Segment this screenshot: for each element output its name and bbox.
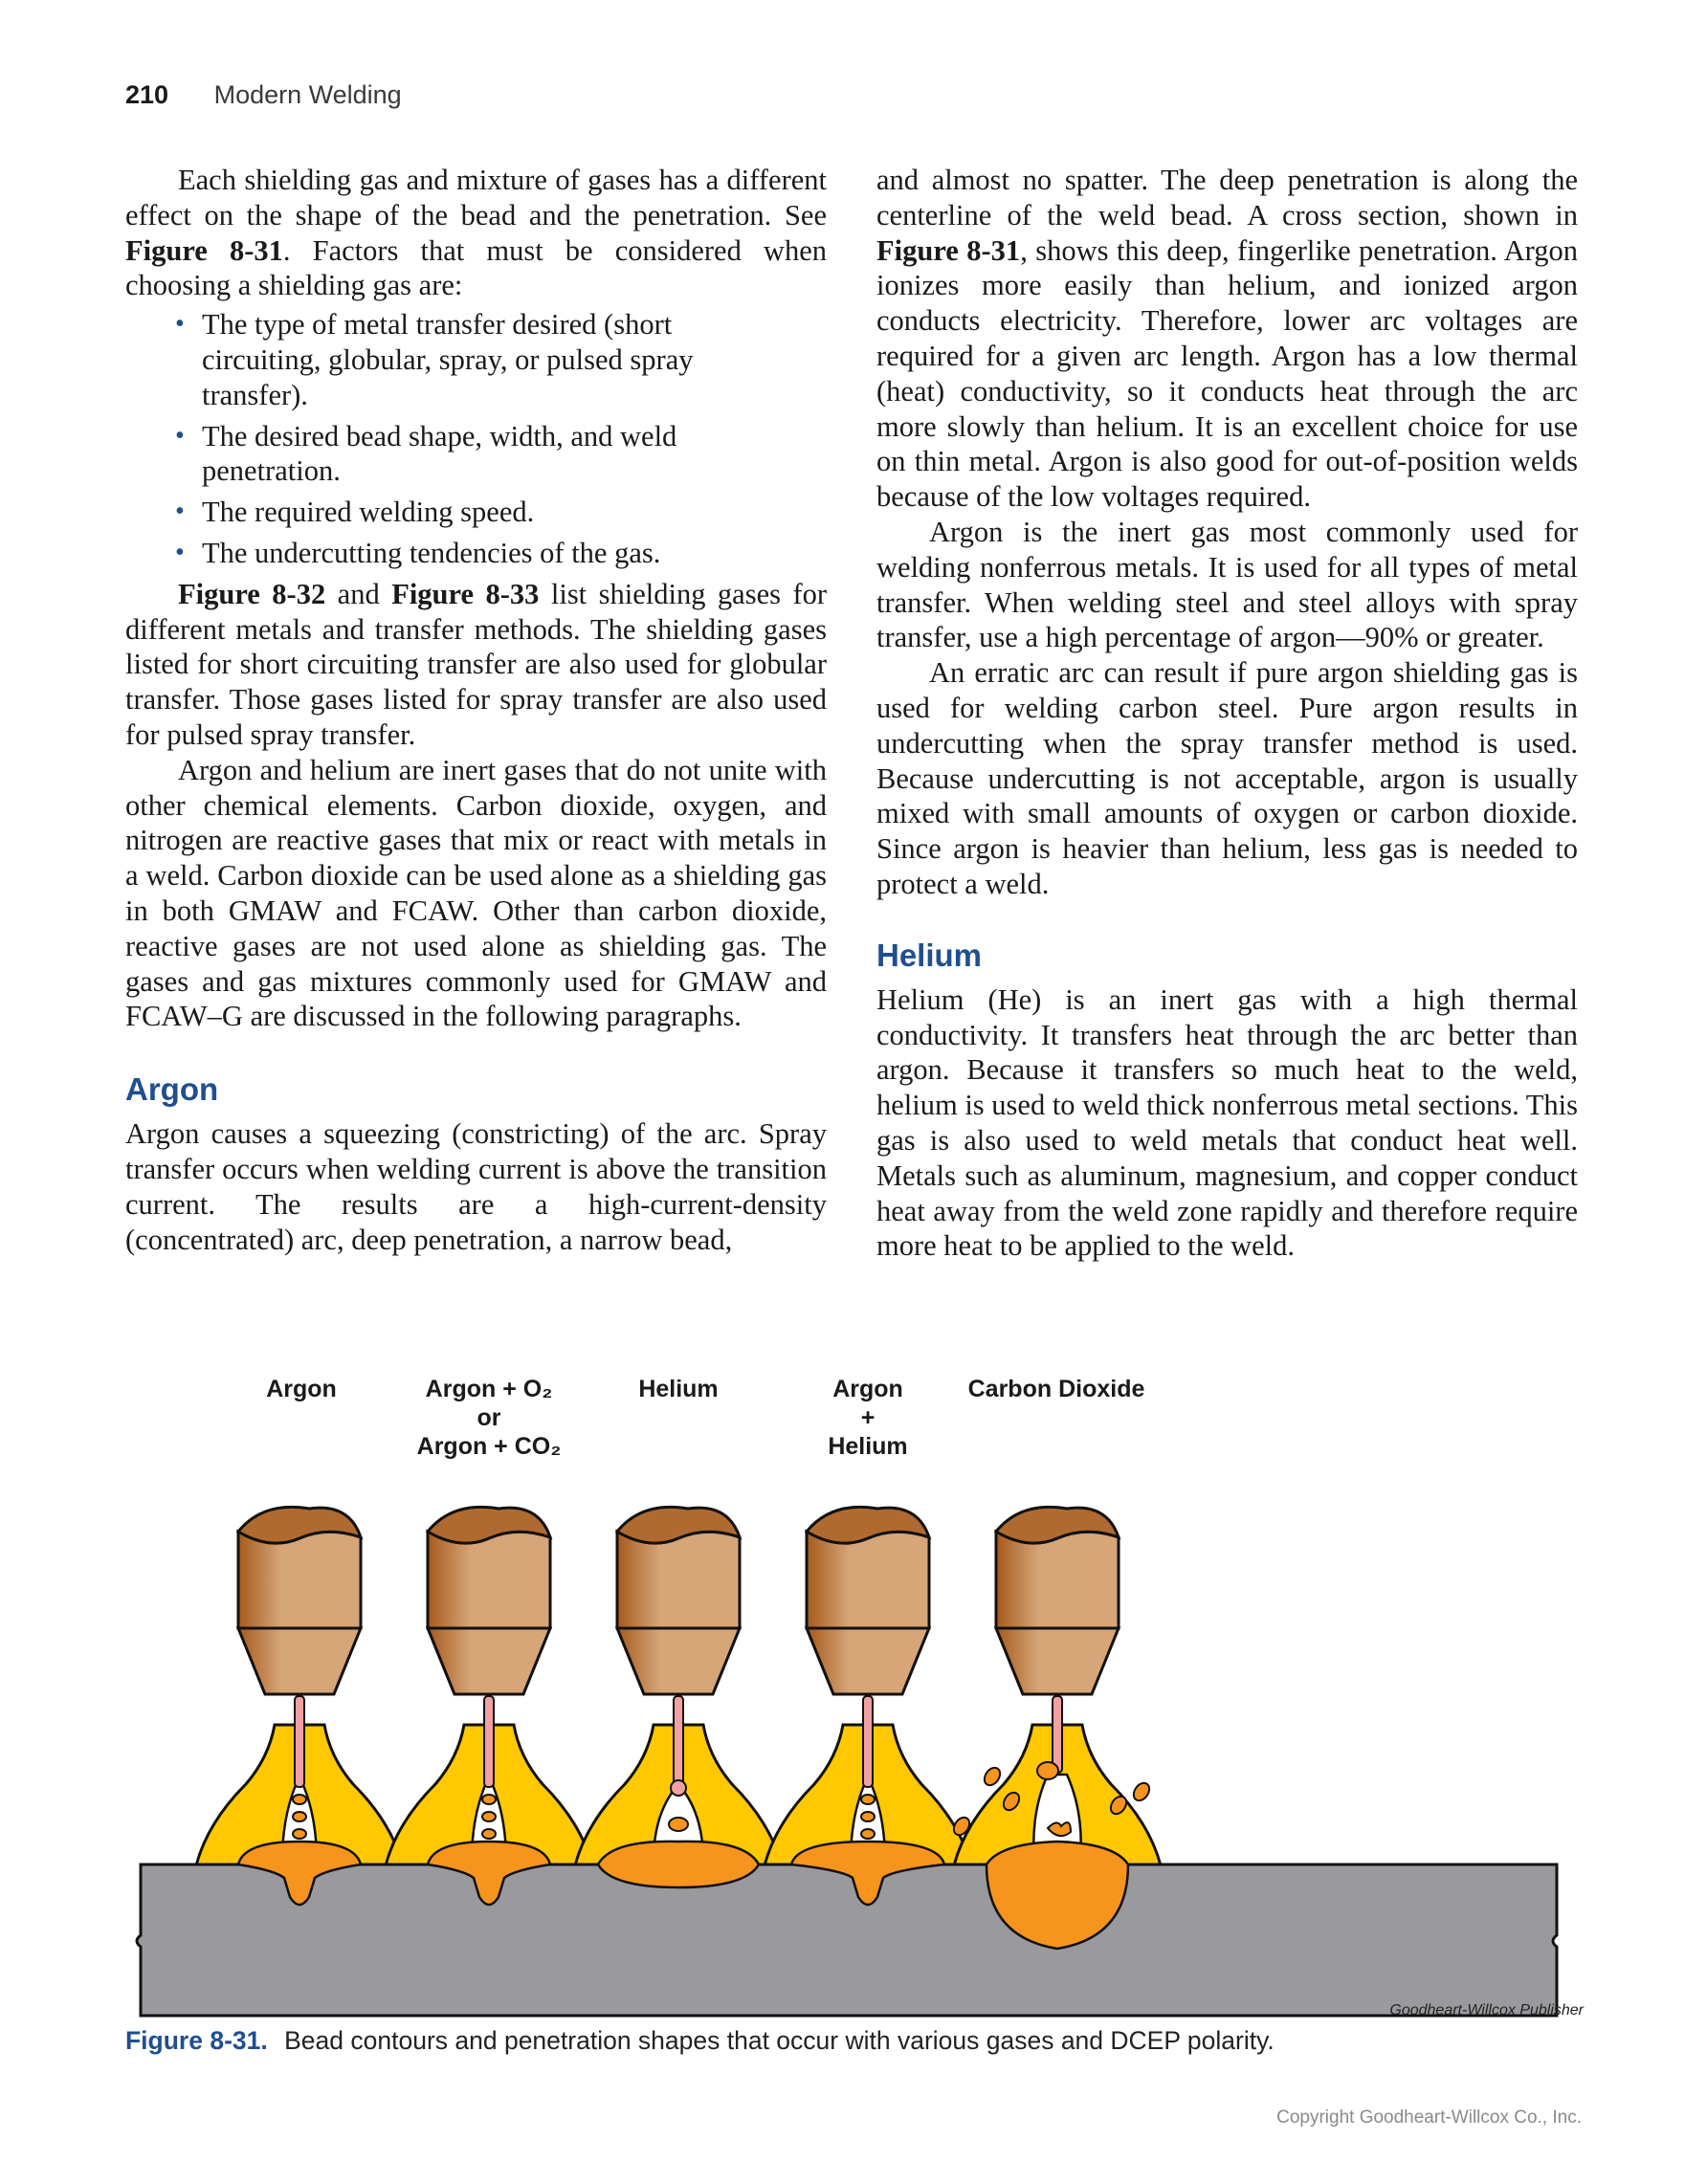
gas-nozzle: [428, 1532, 550, 1628]
gas-nozzle: [617, 1532, 740, 1628]
figure-reference: Figure 8-33: [391, 577, 540, 610]
copyright-notice: Copyright Goodheart-Willcox Co., Inc.: [1276, 2107, 1582, 2128]
paragraph: Argon causes a squeezing (constricting) of the arc. Spray transfer occurs when welding current is above the transition current. The results are a high-current-density (concentrated) arc, deep penetration, a narrow bead,: [125, 1117, 827, 1256]
paragraph: and almost no spatter. The deep penetration is along the centerline of the weld bead. A cross section, shown in Figure 8-31, shows this deep, fingerlike penetration. Argon ionizes more easily than helium, and ionized argon conducts electricity. Therefore, lower arc voltages are required for a given arc length. Argon has a low thermal (heat) conductivity, so it conducts heat through the arc more slowly than helium. It is an excellent choice for use on thin metal. Argon is also good for out-of-position welds because of the low voltages required.: [876, 164, 1579, 514]
paragraph: Each shielding gas and mixture of gases has a different effect on the shape of the bead and the penetration. See Figure 8-31. Factors that must be considered when choosing a shielding gas are:: [125, 164, 827, 302]
gas-label-helium: Helium: [638, 1376, 719, 1402]
contact-tip: [807, 1628, 929, 1694]
base-metal-plate: [137, 1864, 1557, 2016]
book-title: Modern Welding: [213, 80, 402, 109]
metal-droplet: [669, 1818, 688, 1831]
caption-text: Bead contours and penetration shapes that occur with various gases and DCEP polarity.: [284, 2026, 1275, 2055]
paragraph: Argon is the inert gas most commonly used for welding nonferrous metals. It is used for all types of metal transfer. When welding steel and steel alloys with spray transfer, use a high percentage of argon—90% or greater.: [876, 515, 1578, 654]
bullet-item: • The type of metal transfer desired (short circuiting, globular, spray, or pulsed spray transfer).: [202, 307, 827, 412]
weld-bead-helium: [598, 1842, 759, 1887]
paragraph: Argon and helium are inert gases that do not unite with other chemical elements. Carbon dioxide, oxygen, and nitrogen are reactive gases that mix or react with metals in a weld. Carbon dioxide can be used alone as a shielding gas in both GMAW and FCAW. Other than carbon dioxide, reactive gases are not used alone as shielding gas. The gases and gas mixtures commonly used for GMAW and FCAW–G are discussed in the following paragraphs.: [125, 753, 827, 1033]
section-heading-helium: Helium: [876, 937, 983, 973]
figure-reference: Figure 8-31: [876, 233, 1021, 267]
gas-label-argon-helium: Argon + Helium: [828, 1376, 908, 1460]
caption-figure-number: Figure 8-31.: [125, 2026, 268, 2055]
metal-droplet: [482, 1812, 496, 1821]
electrode-wire: [484, 1696, 494, 1787]
metal-droplet: [861, 1812, 875, 1821]
torch-co2: [951, 1507, 1161, 1865]
electrode-wire: [295, 1696, 304, 1787]
page-number: 210: [125, 80, 169, 109]
torch-argon-helium: [765, 1507, 971, 1865]
metal-droplet: [1037, 1762, 1058, 1779]
bullet-list: [125, 307, 827, 571]
section-heading-argon: Argon: [125, 1071, 219, 1108]
figure-reference: Figure 8-32: [178, 577, 326, 610]
metal-droplet: [293, 1812, 306, 1821]
contact-tip: [617, 1628, 740, 1694]
metal-droplet: [861, 1795, 875, 1804]
torch-argon: [196, 1507, 403, 1865]
gas-nozzle: [996, 1532, 1119, 1628]
gas-label-argon: Argon: [266, 1376, 337, 1402]
figure-credit: Goodheart-Willcox Publisher: [1389, 2002, 1584, 2019]
right-column: [876, 163, 1578, 1264]
paragraph: An erratic arc can result if pure argon shielding gas is used for welding carbon steel. Pure argon results in undercutting when the spray transfer method is used. Because undercutting is not acceptable, argon is usually mixed with small amounts of oxygen or carbon dioxide. Since argon is heavier than helium, less gas is needed to protect a weld.: [876, 656, 1578, 900]
figure-caption: [125, 2026, 1275, 2056]
paragraph: Figure 8-32 and Figure 8-33 list shielding gases for different metals and transfer methods. The shielding gases listed for short circuiting transfer are also used for globular transfer. Those gases listed for spray transfer are also used for pulsed spray transfer.: [125, 577, 828, 751]
torch-argon-o2-co2: [386, 1507, 592, 1865]
gas-nozzle: [238, 1532, 361, 1628]
electrode-wire: [1053, 1696, 1062, 1773]
gas-nozzle: [807, 1532, 929, 1628]
bullet-item: • The required welding speed.: [202, 495, 827, 530]
contact-tip: [996, 1628, 1119, 1694]
contact-tip: [238, 1628, 361, 1694]
spatter-droplet: [1131, 1780, 1153, 1803]
contact-tip: [428, 1628, 550, 1694]
left-column: [125, 163, 827, 1257]
figure-8-31: [125, 1363, 1584, 2023]
gas-label-carbon-dioxide: Carbon Dioxide: [967, 1376, 1145, 1402]
figure-reference: Figure 8-31: [125, 233, 283, 267]
metal-droplet: [861, 1829, 875, 1839]
metal-droplet: [482, 1795, 496, 1804]
paragraph: Helium (He) is an inert gas with a high thermal conductivity. It transfers heat through the arc better than argon. Because it transfers so much heat to the weld, helium is used to weld thick nonferrous metal sections. This gas is also used to weld metals that conduct heat well. Metals such as aluminum, magnesium, and copper conduct heat away from the weld zone rapidly and therefore require more heat to be applied to the weld.: [876, 982, 1579, 1263]
metal-droplet: [482, 1829, 496, 1839]
spatter-droplet: [982, 1765, 1004, 1788]
torch-helium: [575, 1507, 782, 1865]
electrode-tip: [671, 1780, 686, 1796]
bullet-item: • The undercutting tendencies of the gas.: [202, 536, 827, 571]
bullet-item: • The desired bead shape, width, and weld penetration.: [202, 419, 827, 490]
metal-droplet: [293, 1829, 306, 1839]
gas-label-argon-o2-or-co2: Argon + O₂ or Argon + CO₂: [416, 1376, 562, 1460]
electrode-wire: [863, 1696, 873, 1787]
page-header: [125, 80, 402, 110]
electrode-wire: [674, 1696, 683, 1787]
bead-contour-illustration: [125, 1363, 1584, 2023]
penetration-profile: [598, 1842, 759, 1887]
metal-droplet: [293, 1795, 306, 1804]
